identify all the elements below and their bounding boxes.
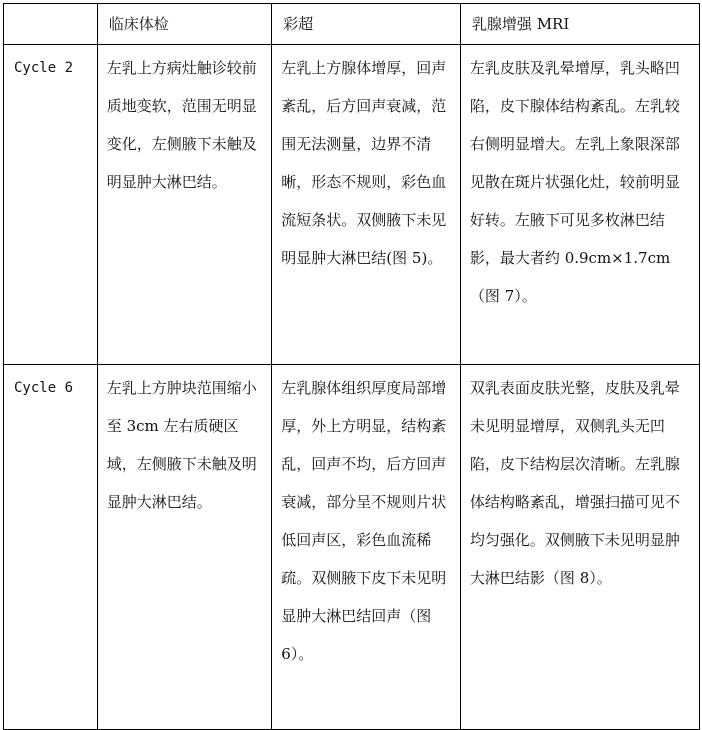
table-row — [4, 45, 700, 365]
mri-finding: 左乳皮肤及乳晕增厚，乳头略凹陷，皮下腺体结构紊乱。左乳较右侧明显增大。左乳上象限深部见散在斑片状强化灶，较前明显好转。左腋下可见多枚淋巴结影，最大者约 0.9cm×1.7cm（图 7）。 — [460, 45, 699, 365]
header-cell-clinical: 临床体检 — [97, 4, 272, 45]
header-cell-mri: 乳腺增强 MRI — [460, 4, 699, 45]
header-cell-ultrasound: 彩超 — [272, 4, 461, 45]
ultrasound-finding: 左乳上方腺体增厚，回声紊乱，后方回声衰减，范围无法测量，边界不清晰，形态不规则，彩色血流短条状。双侧腋下未见明显肿大淋巴结(图 5)。 — [272, 45, 461, 365]
cycle-label: Cycle 6 — [4, 365, 98, 730]
header-cell-empty — [4, 4, 98, 45]
header-row — [4, 4, 700, 45]
clinical-finding: 左乳上方病灶触诊较前质地变软，范围无明显变化，左侧腋下未触及明显肿大淋巴结。 — [97, 45, 272, 365]
cycle-label: Cycle 2 — [4, 45, 98, 365]
table-row — [4, 365, 700, 730]
findings-table — [3, 3, 700, 730]
mri-finding: 双乳表面皮肤光整，皮肤及乳晕未见明显增厚，双侧乳头无凹陷，皮下结构层次清晰。左乳腺体结构略紊乱，增强扫描可见不均匀强化。双侧腋下未见明显肿大淋巴结影（图 8）。 — [460, 365, 699, 730]
ultrasound-finding: 左乳腺体组织厚度局部增厚，外上方明显，结构紊乱，回声不均，后方回声衰减，部分呈不规则片状低回声区，彩色血流稀疏。双侧腋下皮下未见明显肿大淋巴结回声（图 6）。 — [272, 365, 461, 730]
clinical-finding: 左乳上方肿块范围缩小至 3cm 左右质硬区域，左侧腋下未触及明显肿大淋巴结。 — [97, 365, 272, 730]
